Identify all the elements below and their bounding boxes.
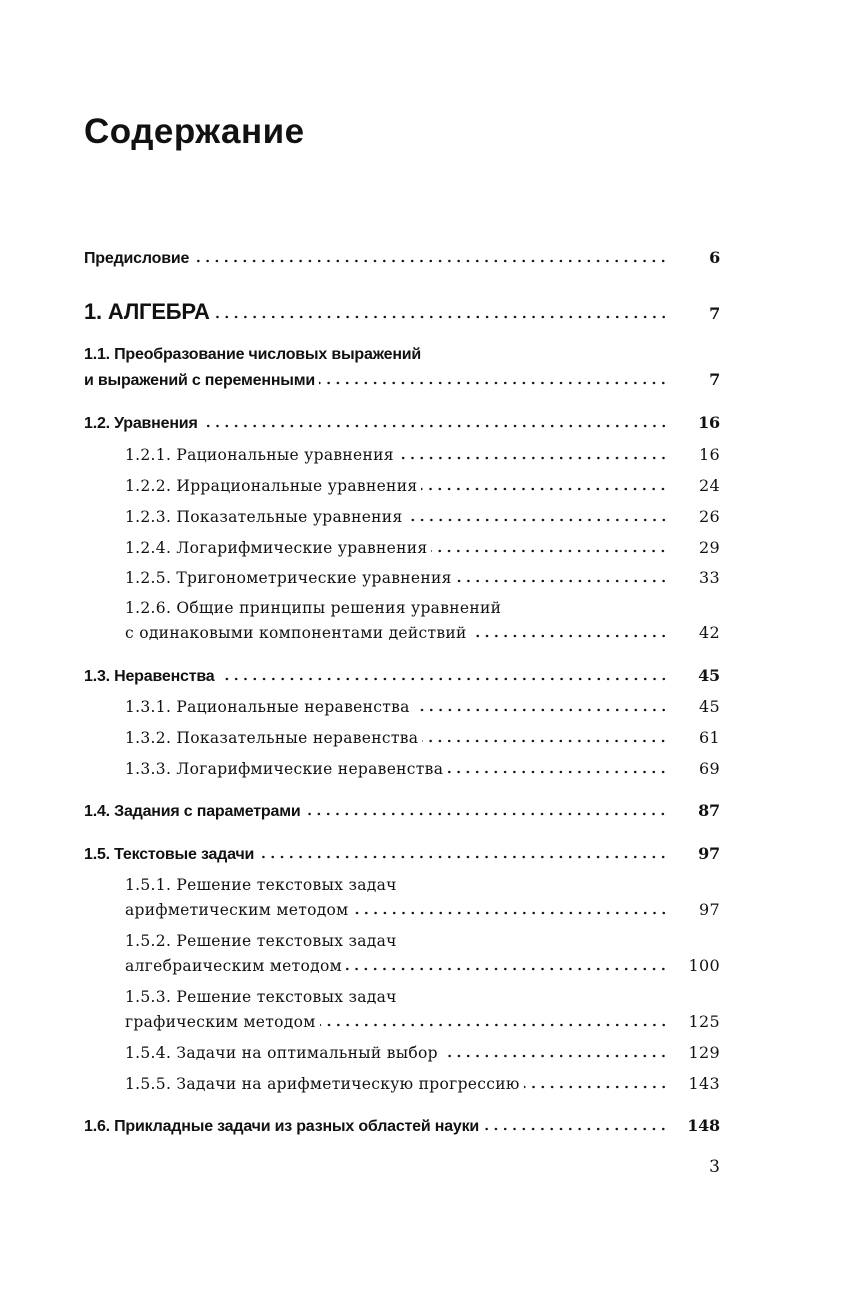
dot-leader bbox=[320, 1023, 668, 1027]
dot-leader bbox=[456, 579, 668, 583]
dot-leader bbox=[471, 634, 668, 638]
toc-label-line: 1.5.1. Решение текстовых задач bbox=[125, 876, 397, 894]
dot-leader bbox=[524, 1085, 668, 1089]
dot-leader bbox=[258, 855, 668, 859]
toc-label-line: 1.5.3. Решение текстовых задач bbox=[125, 988, 397, 1006]
toc-page: 125 bbox=[688, 1012, 720, 1031]
toc-label: 1.2.5. Тригонометрические уравнения bbox=[125, 569, 452, 587]
toc-label: 1.6. Прикладные задачи из разных областей науки bbox=[84, 1118, 480, 1135]
dot-leader bbox=[219, 677, 668, 681]
toc-label: 1.5. Текстовые задачи bbox=[84, 846, 255, 863]
dot-leader bbox=[202, 424, 668, 428]
dot-leader bbox=[447, 770, 668, 774]
dot-leader bbox=[483, 1127, 668, 1131]
toc-page: 6 bbox=[709, 248, 720, 267]
toc-page: 45 bbox=[698, 666, 720, 685]
toc-label: алгебраическим методом bbox=[125, 957, 342, 975]
toc-label: 1.3. Неравенства bbox=[84, 668, 215, 685]
toc-page: 143 bbox=[688, 1074, 720, 1093]
toc-label: 1.4. Задания с параметрами bbox=[84, 803, 301, 820]
toc-page: 42 bbox=[699, 623, 720, 642]
toc-page: 33 bbox=[699, 568, 720, 587]
toc-label: 1.2.3. Показательные уравнения bbox=[125, 508, 403, 526]
dot-leader bbox=[319, 381, 668, 385]
toc-entry-1-4[interactable] bbox=[84, 798, 720, 824]
toc-label: 1.3.2. Показательные неравенства bbox=[125, 729, 419, 747]
dot-leader bbox=[214, 315, 668, 319]
toc-entry-1-5-3[interactable] bbox=[125, 1009, 720, 1035]
toc-label: 1.5.5. Задачи на арифметическую прогрессию bbox=[125, 1075, 520, 1093]
toc-label: арифметическим методом bbox=[125, 901, 349, 919]
toc-page: 7 bbox=[709, 304, 720, 323]
toc-entry-1-2-1[interactable] bbox=[125, 442, 720, 468]
toc-label-line: 1.2.6. Общие принципы решения уравнений bbox=[125, 599, 502, 617]
toc-page: 7 bbox=[709, 370, 720, 389]
dot-leader bbox=[353, 911, 668, 915]
dot-leader bbox=[431, 549, 668, 553]
toc-page: 16 bbox=[699, 445, 720, 464]
toc-label: 1.2.1. Рациональные уравнения bbox=[125, 446, 394, 464]
dot-leader bbox=[398, 456, 668, 460]
toc-entry-1-2-5[interactable] bbox=[125, 565, 720, 591]
toc-entry-preface[interactable] bbox=[84, 245, 720, 271]
toc-page: 16 bbox=[698, 413, 720, 432]
toc-entry-1-6[interactable] bbox=[84, 1113, 720, 1139]
toc-entry-1-2[interactable] bbox=[84, 410, 720, 436]
toc-entry-1-2-6[interactable] bbox=[125, 620, 720, 646]
toc-page: 69 bbox=[699, 759, 720, 778]
toc-label: 1.3.1. Рациональные неравенства bbox=[125, 698, 410, 716]
toc-label: и выражений с переменными bbox=[84, 372, 316, 389]
toc-entry-1-2-3[interactable] bbox=[125, 504, 720, 530]
toc-label-line: 1.5.2. Решение текстовых задач bbox=[125, 932, 397, 950]
toc-label-line: 1.1. Преобразование числовых выражений bbox=[84, 346, 422, 363]
page-number: 3 bbox=[709, 1157, 720, 1177]
toc-page: 148 bbox=[687, 1116, 720, 1135]
toc-page: 45 bbox=[699, 697, 720, 716]
toc-page: 29 bbox=[699, 538, 720, 557]
toc-entry-1-2-2[interactable] bbox=[125, 473, 720, 499]
dot-leader bbox=[421, 487, 668, 491]
toc-label: 1.5.4. Задачи на оптимальный выбор bbox=[125, 1044, 438, 1062]
toc-label: с одинаковыми компонентами действий bbox=[125, 624, 467, 642]
dot-leader bbox=[304, 812, 668, 816]
toc-label: 1.2.2. Иррациональные уравнения bbox=[125, 477, 418, 495]
toc-page: 100 bbox=[688, 956, 720, 975]
toc-page: 26 bbox=[699, 507, 720, 526]
dot-leader bbox=[442, 1054, 668, 1058]
toc-page: 87 bbox=[698, 801, 720, 820]
dot-leader bbox=[346, 967, 668, 971]
toc-entry-1-5-2[interactable] bbox=[125, 953, 720, 979]
dot-leader bbox=[414, 708, 668, 712]
toc-entry-1-3[interactable] bbox=[84, 663, 720, 689]
page-title: Содержание bbox=[84, 112, 305, 151]
toc-label: графическим методом bbox=[125, 1013, 316, 1031]
toc-entry-1-5-5[interactable] bbox=[125, 1071, 720, 1097]
toc-entry-1-1[interactable] bbox=[84, 367, 720, 393]
toc-entry-1-2-4[interactable] bbox=[125, 535, 720, 561]
toc-label: 1.3.3. Логарифмические неравенства bbox=[125, 760, 444, 778]
toc-entry-1-3-2[interactable] bbox=[125, 725, 720, 751]
toc-entry-1-5-4[interactable] bbox=[125, 1040, 720, 1066]
toc-page: 129 bbox=[688, 1043, 720, 1062]
toc-label: 1.2.4. Логарифмические уравнения bbox=[125, 539, 428, 557]
toc-entry-algebra[interactable] bbox=[84, 299, 720, 325]
dot-leader bbox=[193, 259, 668, 263]
toc-label: 1. АЛГЕБРА bbox=[84, 299, 210, 324]
dot-leader bbox=[407, 518, 668, 522]
toc-label: Предисловие bbox=[84, 250, 190, 267]
toc-page: 61 bbox=[699, 728, 720, 747]
toc-entry-1-5[interactable] bbox=[84, 841, 720, 867]
toc-entry-1-3-3[interactable] bbox=[125, 756, 720, 782]
toc-entry-1-3-1[interactable] bbox=[125, 694, 720, 720]
toc-label: 1.2. Уравнения bbox=[84, 415, 198, 432]
toc-page: 97 bbox=[698, 844, 720, 863]
toc-page: 24 bbox=[699, 476, 720, 495]
toc-entry-1-5-1[interactable] bbox=[125, 897, 720, 923]
dot-leader bbox=[422, 739, 668, 743]
toc-page: 97 bbox=[699, 900, 720, 919]
